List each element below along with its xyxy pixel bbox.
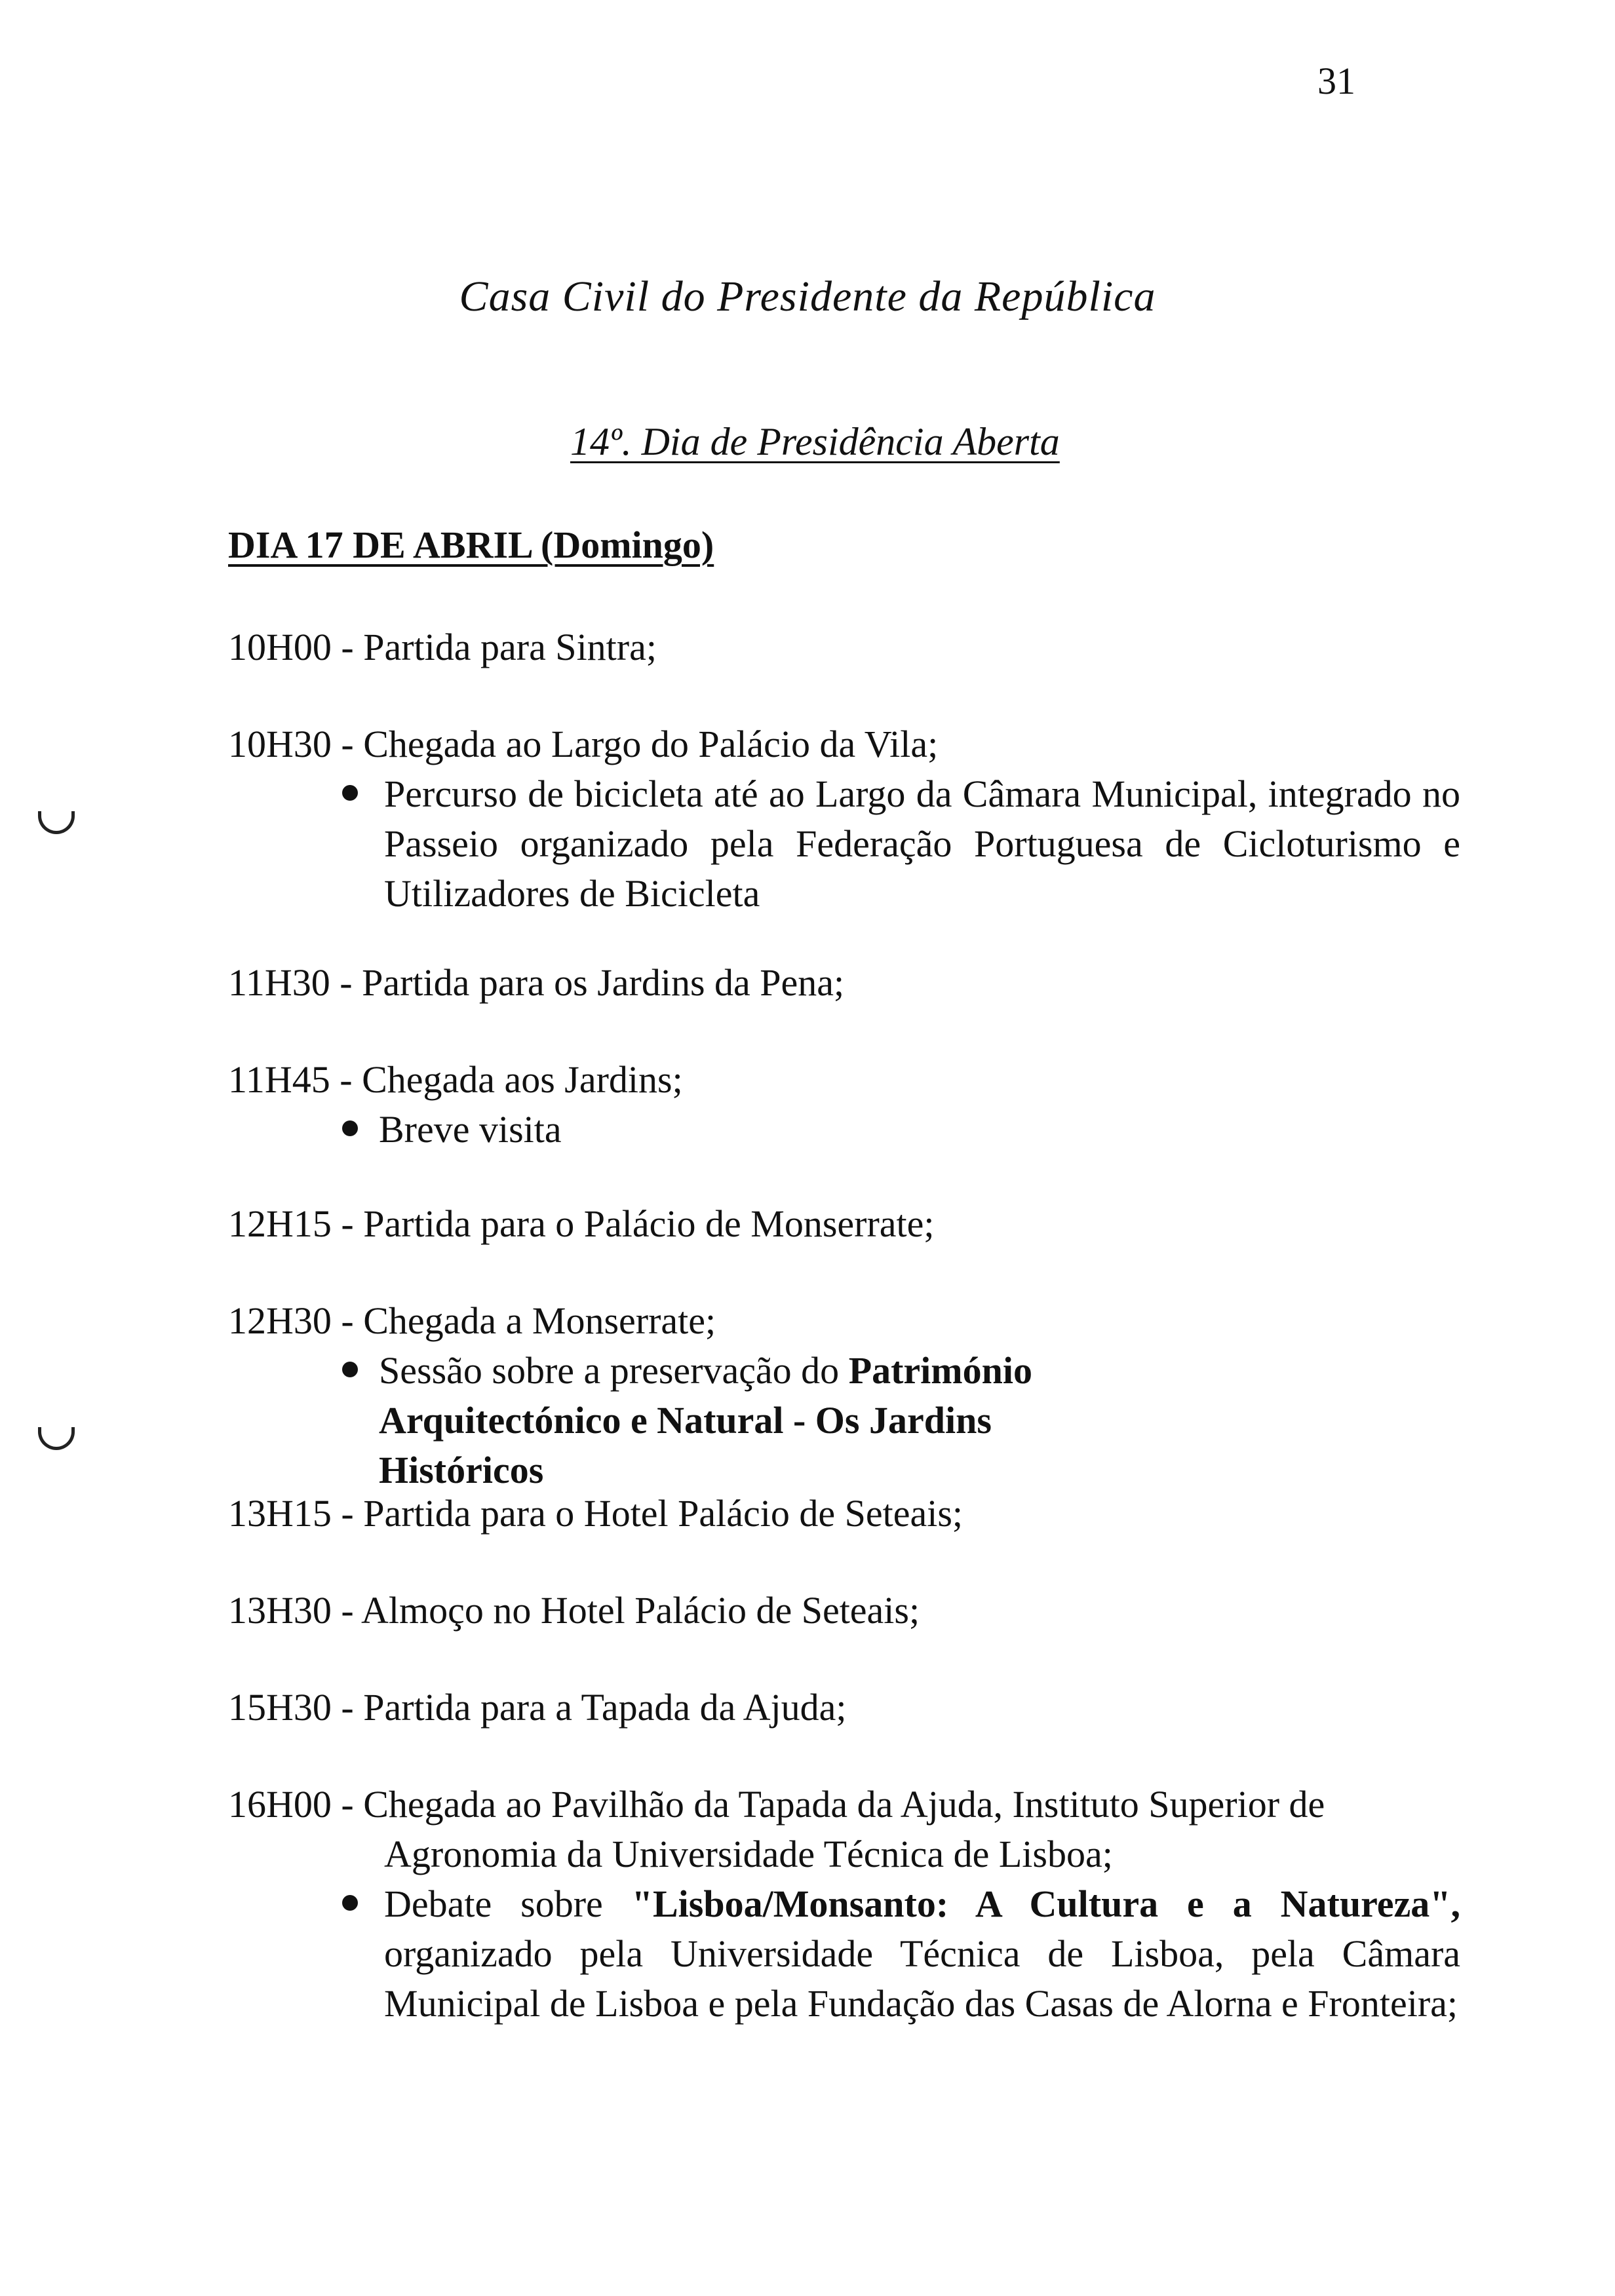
entry-separator: - xyxy=(331,723,364,765)
bullet-text-bold: Património Arquitectónico e Natural - Os Jardins Históricos xyxy=(379,1349,1032,1491)
bullet-dot-icon xyxy=(342,1895,358,1911)
bullet-list xyxy=(228,1879,1460,2029)
entry-separator: - xyxy=(331,1299,364,1342)
entry-separator: - xyxy=(330,961,362,1004)
schedule-entry xyxy=(228,1780,1460,2029)
bullet-text: Sessão sobre a preservação do xyxy=(379,1349,849,1392)
schedule-entry xyxy=(228,1683,1460,1732)
bullet-text: organizado pela Universidade Técnica de Lisboa, pela Câmara Municipal de Lisboa e pela Fundação das Casas de Alorna e Fronteira; xyxy=(384,1932,1460,2025)
day-heading: DIA 17 DE ABRIL (Domingo) xyxy=(228,524,714,566)
bullet-text-bold: "Lisboa/Monsanto: A Cultura e a Natureza", xyxy=(631,1883,1460,1925)
bullet-list xyxy=(228,1346,1460,1495)
schedule-entry xyxy=(228,1055,1460,1155)
schedule-entry xyxy=(228,622,1460,672)
letterhead: Casa Civil do Presidente da República xyxy=(459,273,1156,320)
schedule-entry xyxy=(228,719,1460,919)
entry-text: Chegada aos Jardins; xyxy=(362,1058,683,1101)
bullet-list xyxy=(228,769,1460,919)
entry-separator: - xyxy=(331,626,364,668)
entry-text-continued: Agronomia da Universidade Técnica de Lisboa; xyxy=(384,1833,1113,1875)
entry-time: 16H00 xyxy=(228,1783,332,1826)
entry-time: 13H15 xyxy=(228,1492,332,1535)
bullet-text: Debate sobre xyxy=(384,1883,632,1925)
entry-separator: - xyxy=(331,1589,362,1632)
entry-separator: - xyxy=(331,1202,364,1245)
entry-text: Chegada a Monserrate; xyxy=(363,1299,716,1342)
bullet-list xyxy=(228,1105,1460,1155)
bullet-dot-icon xyxy=(342,1362,358,1377)
bullet-text: Percurso de bicicleta até ao Largo da Câmara Municipal, integrado no Passeio organizado pela Federação Portuguesa de Cicloturismo e Utilizadores de Bicicleta xyxy=(384,773,1460,915)
entry-text: Chegada ao Pavilhão da Tapada da Ajuda, Instituto Superior de xyxy=(363,1783,1325,1826)
entry-time: 11H45 xyxy=(228,1058,330,1101)
entry-time: 15H30 xyxy=(228,1686,332,1729)
schedule-entry xyxy=(228,1199,1460,1249)
entry-text: Partida para a Tapada da Ajuda; xyxy=(363,1686,847,1729)
entry-time: 12H30 xyxy=(228,1299,332,1342)
page-number: 31 xyxy=(1317,60,1355,102)
schedule-entry xyxy=(228,1489,1460,1539)
schedule-entry xyxy=(228,958,1460,1008)
entry-time: 12H15 xyxy=(228,1202,332,1245)
bullet-item xyxy=(228,1105,1460,1155)
entry-text: Almoço no Hotel Palácio de Seteais; xyxy=(361,1589,920,1632)
entry-text: Partida para o Hotel Palácio de Seteais; xyxy=(363,1492,963,1535)
document-title: 14º. Dia de Presidência Aberta xyxy=(570,420,1060,463)
entry-time: 10H30 xyxy=(228,723,332,765)
bullet-text: Breve visita xyxy=(379,1108,562,1151)
bullet-item xyxy=(228,1879,1460,2029)
bullet-dot-icon xyxy=(342,785,358,801)
entry-time: 11H30 xyxy=(228,961,330,1004)
schedule-entry xyxy=(228,1296,1460,1495)
entry-text: Chegada ao Largo do Palácio da Vila; xyxy=(363,723,939,765)
margin-check-mark-icon xyxy=(38,811,75,834)
bullet-item xyxy=(228,769,1460,919)
entry-time: 10H00 xyxy=(228,626,332,668)
entry-text: Partida para o Palácio de Monserrate; xyxy=(363,1202,935,1245)
margin-check-mark-icon xyxy=(38,1427,75,1450)
schedule-entry xyxy=(228,1586,1460,1636)
entry-separator: - xyxy=(330,1058,362,1101)
entry-text: Partida para Sintra; xyxy=(363,626,657,668)
entry-separator: - xyxy=(331,1686,364,1729)
bullet-item xyxy=(228,1346,1139,1495)
bullet-dot-icon xyxy=(342,1120,358,1136)
entry-time: 13H30 xyxy=(228,1589,332,1632)
entry-text: Partida para os Jardins da Pena; xyxy=(362,961,845,1004)
entry-separator: - xyxy=(331,1783,364,1826)
entry-separator: - xyxy=(331,1492,364,1535)
